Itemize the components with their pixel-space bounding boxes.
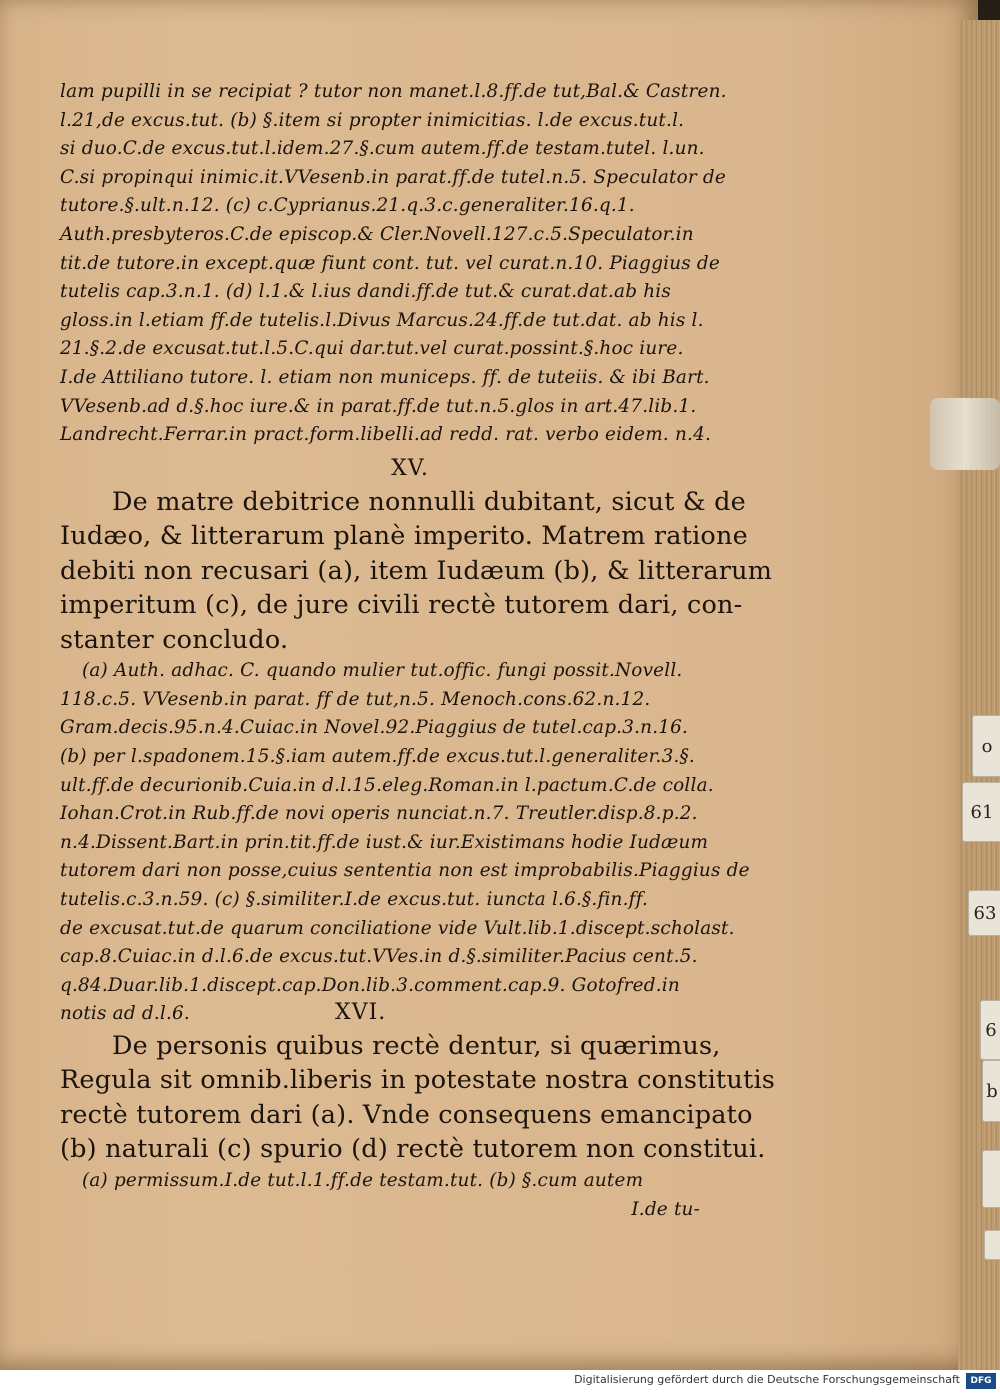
footnote-line: Iohan.Crot.in Rub.ff.de novi operis nunciat.n.7. Treutler.disp.8.p.2. [60,803,698,825]
footnote-line: tutore.§.ult.n.12. (c) c.Cyprianus.21.q.3.c.generaliter.16.q.1. [60,195,635,217]
catchword: I.de tu- [631,1198,700,1220]
body-line: Regula sit omnib.liberis in potestate nostra constitutis [60,1065,776,1096]
body-line: imperitum (c), de jure civili rectè tutorem dari, con- [60,590,743,621]
body-line: De matre debitrice nonnulli dubitant, sicut & de [112,486,746,517]
footnote-line: tit.de tutore.in except.quæ fiunt cont. tut. vel curat.n.10. Piaggius de [60,252,720,274]
index-tab-7 [984,1230,1000,1260]
footer-credit: Digitalisierung gefördert durch die Deutsche Forschungsgemeinschaft [574,1373,960,1386]
index-tab-4: 6 [980,1000,1000,1060]
footnote-line: de excusat.tut.de quarum conciliatione vide Vult.lib.1.discept.scholast. [60,917,735,939]
footnote-line: cap.8.Cuiac.in d.l.6.de excus.tut.VVes.in d.§.similiter.Pacius cent.5. [60,946,698,968]
paper-clip [930,398,1000,470]
index-tab-2: 61 [962,782,1000,842]
footnote-line: l.21,de excus.tut. (b) §.item si propter inimicitias. l.de excus.tut.l. [60,109,685,131]
footnote-line: q.84.Duar.lib.1.discept.cap.Don.lib.3.comment.cap.9. Gotofred.in [60,974,680,996]
footnote-line: (b) per l.spadonem.15.§.iam autem.ff.de excus.tut.l.generaliter.3.§. [60,746,695,767]
footnote-line: C.si propinqui inimic.it.VVesenb.in parat.ff.de tutel.n.5. Speculator de [60,166,726,188]
body-line: De personis quibus rectè dentur, si quærimus, [112,1030,721,1061]
body-line: debiti non recusari (a), item Iudæum (b), & litterarum [60,555,773,586]
index-tab-3: 63 [968,890,1000,936]
index-tab-6 [982,1150,1000,1208]
footnote-line: ult.ff.de decurionib.Cuia.in d.l.15.eleg.Roman.in l.pactum.C.de colla. [60,774,714,796]
page-text [60,78,776,1224]
footnote-line: VVesenb.ad d.§.hoc iure.& in parat.ff.de tut.n.5.glos in art.47.lib.1. [60,395,697,417]
footnote-line: lam pupilli in se recipiat ? tutor non manet.l.8.ff.de tut,Bal.& Castren. [60,81,727,102]
index-tab-5: b [982,1060,1000,1122]
footnote-line: tutorem dari non posse,cuius sententia non est improbabilis.Piaggius de [60,860,750,882]
index-tab-1: o [972,715,1000,777]
footnote-line: 118.c.5. VVesenb.in parat. ff de tut,n.5. Menoch.cons.62.n.12. [60,688,651,710]
footnote-line: tutelis cap.3.n.1. (d) l.1.& l.ius dandi.ff.de tut.& curat.dat.ab his [60,281,671,303]
body-line: rectè tutorem dari (a). Vnde consequens emancipato [60,1099,753,1130]
footer-bar [0,1370,1000,1393]
footnote-line: (a) permissum.I.de tut.l.1.ff.de testam.tut. (b) §.cum autem [82,1169,644,1191]
footnote-line: Auth.presbyteros.C.de episcop.& Cler.Novell.127.c.5.Speculator.in [60,223,694,245]
body-line: (b) naturali (c) spurio (d) rectè tutorem non constitui. [60,1134,766,1165]
footnote-line: n.4.Dissent.Bart.in prin.tit.ff.de iust.& iur.Existimans hodie Iudæum [60,831,709,853]
section-heading-xv: XV. [391,455,429,481]
body-line: stanter concludo. [60,624,289,655]
footnote-line: notis ad d.l.6. [60,1003,190,1025]
footnote-line: I.de Attiliano tutore. l. etiam non municeps. ff. de tuteiis. & ibi Bart. [60,366,710,388]
section-heading-xvi: XVI. [335,1000,387,1026]
footnote-line: 21.§.2.de excusat.tut.l.5.C.qui dar.tut.vel curat.possint.§.hoc iure. [60,338,684,360]
footnote-line: si duo.C.de excus.tut.l.idem.27.§.cum autem.ff.de testam.tutel. l.un. [60,138,705,160]
dfg-logo: DFG [966,1373,996,1389]
body-line: Iudæo, & litterarum planè imperito. Matrem ratione [60,521,748,552]
footnote-line: Gram.decis.95.n.4.Cuiac.in Novel.92.Piaggius de tutel.cap.3.n.16. [60,717,689,739]
footnote-line: Landrecht.Ferrar.in pract.form.libelli.ad redd. rat. verbo eidem. n.4. [60,424,712,446]
footnote-line: tutelis.c.3.n.59. (c) §.similiter.I.de excus.tut. iuncta l.6.§.fin.ff. [60,888,649,910]
footnote-line: gloss.in l.etiam ff.de tutelis.l.Divus Marcus.24.ff.de tut.dat. ab his l. [60,309,704,331]
footnote-line: (a) Auth. adhac. C. quando mulier tut.offic. fungi possit.Novell. [82,660,683,682]
